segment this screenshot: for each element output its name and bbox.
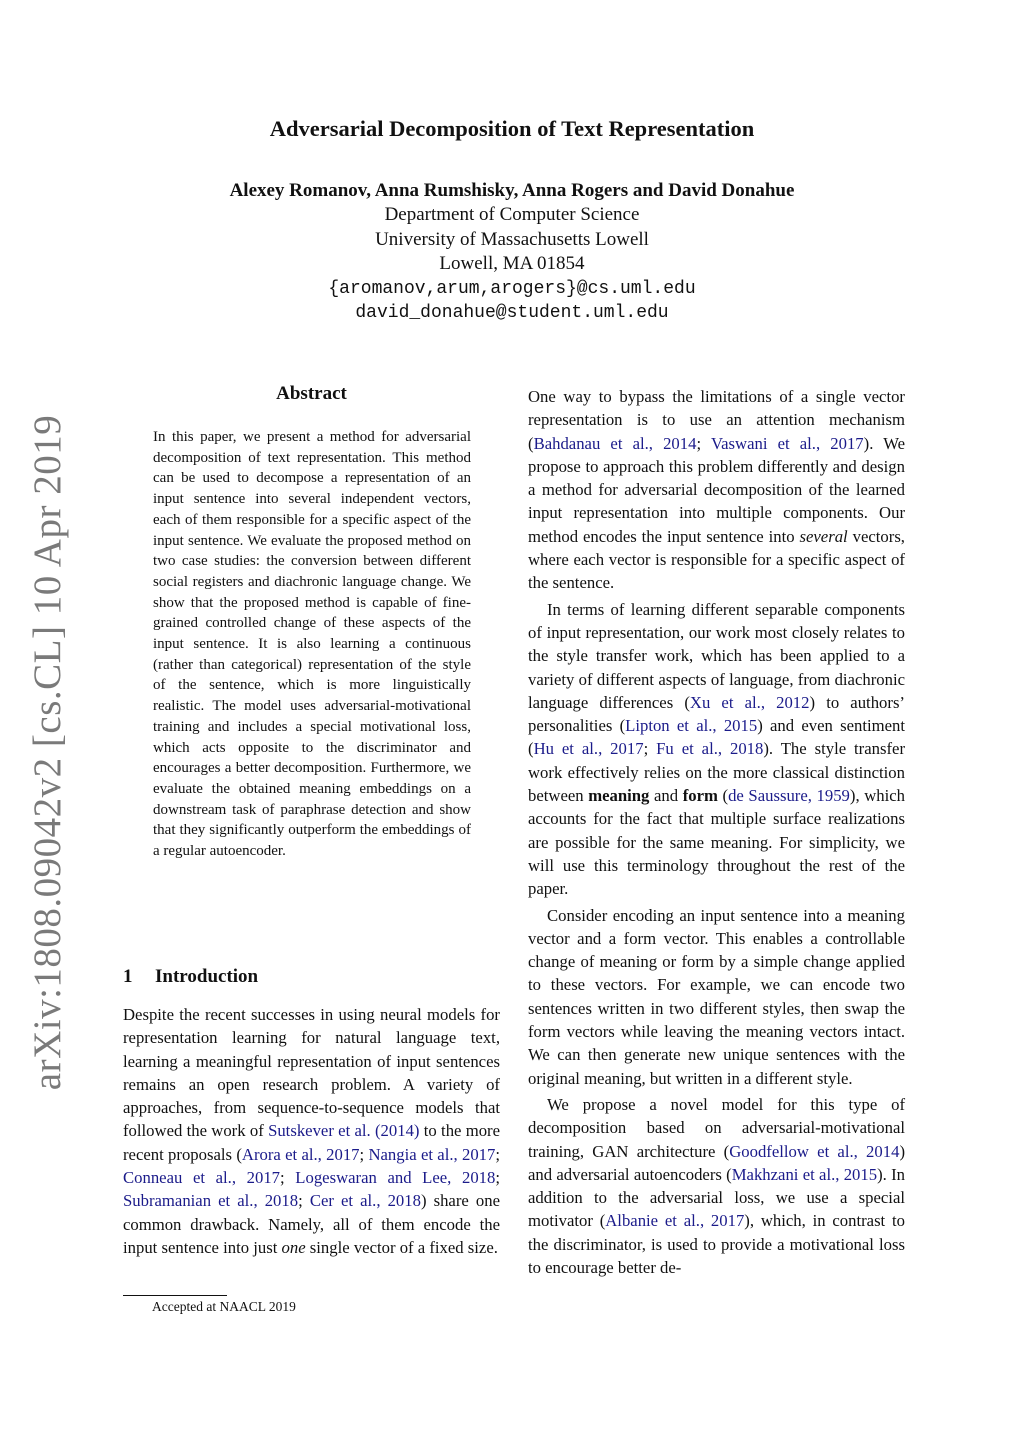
- citation-link[interactable]: Makhzani et al., 2015: [731, 1164, 878, 1184]
- university: University of Massachusetts Lowell: [375, 228, 649, 250]
- text-run: single vector of a fixed size.: [305, 1237, 498, 1257]
- section-number: 1: [123, 966, 133, 987]
- citation-link[interactable]: Fu et al., 2018: [656, 739, 764, 759]
- text-run: ). In addition to the adversarial loss, we use a special motivator (: [528, 1164, 906, 1231]
- email-primary: {aromanov,arum,arogers}@cs.uml.edu: [328, 278, 696, 299]
- text-run: ;: [298, 1191, 310, 1211]
- citation-link[interactable]: Hu et al., 2017: [533, 739, 644, 759]
- text-run: ) share one common drawback. Namely, all of them encode the input sentence into just: [123, 1191, 500, 1257]
- paragraph-attention: [528, 385, 905, 595]
- paragraph-encoding: Consider encoding an input sentence into a meaning vector and a form vector. This enables a controllable change of meaning or form by a simple change applied to these vectors. For example, we can encode two sentences written in two different styles, then swap the form vectors while leaving the meaning vectors intact. We can then generate new unique sentences with the original meaning, but written in a different style.: [528, 905, 905, 1088]
- section-heading-introduction: [123, 966, 500, 988]
- text-run: ). The style transfer work effectively relies on the more classical distinction between: [528, 739, 905, 806]
- citation-link[interactable]: de Saussure, 1959: [728, 786, 850, 806]
- text-run: ;: [696, 433, 711, 453]
- text-run: ;: [643, 739, 657, 759]
- emphasis: one: [281, 1237, 306, 1257]
- text-run: vectors, where each vector is responsible for a specific aspect of the sentence.: [528, 526, 905, 593]
- text-run: In terms of learning different separable components of input representation, our work most closely relates to the style transfer work, which has been applied to a variety of different aspects of language, from diachronic language differences (: [528, 599, 905, 712]
- text-run: ), which accounts for the fact that multiple surface realizations are possible for the same meaning. For simplicity, we will use this terminology throughout the rest of the paper.: [528, 786, 905, 899]
- introduction-paragraph: [123, 1003, 500, 1259]
- text-run: Despite the recent successes in using neural models for representation learning for natural language text, learning a meaningful representation of input sentences remains an open research problem. A variety of approaches, from sequence-to-sequence models that followed the work of: [123, 1005, 500, 1141]
- citation-link[interactable]: Lipton et al., 2015: [625, 716, 758, 736]
- email-secondary: david_donahue@student.uml.edu: [355, 303, 669, 323]
- abstract-heading: Abstract: [276, 383, 347, 404]
- affiliation-block: [0, 203, 1024, 326]
- text-run: ). We propose to approach this problem differently and design a method for adversarial decomposition of the learned input representation into multiple components. Our method encodes the input sentence into: [528, 433, 906, 546]
- text-run: ;: [495, 1144, 500, 1164]
- paragraph-proposal: [528, 1093, 905, 1279]
- citation-link[interactable]: Xu et al., 2012: [689, 692, 810, 712]
- paragraph-style-transfer: [528, 598, 905, 901]
- text-run: We propose a novel model for this type of decomposition based on adversarial-motivational training, GAN architecture (: [528, 1094, 905, 1161]
- citation-link[interactable]: Subramanian et al., 2018: [123, 1191, 299, 1211]
- right-column: [528, 385, 905, 1279]
- citation-link[interactable]: Nangia et al., 2017: [368, 1144, 496, 1164]
- text-run: ) and even sentiment (: [528, 716, 905, 759]
- citation-link[interactable]: Arora et al., 2017: [241, 1144, 360, 1164]
- emphasis: several: [799, 526, 848, 546]
- citation-link[interactable]: Goodfellow et al., 2014: [729, 1141, 900, 1161]
- section-title-text: Introduction: [155, 966, 259, 987]
- bold-term: meaning: [588, 786, 650, 806]
- text-run: to the more recent proposals (: [123, 1121, 501, 1164]
- arxiv-identifier-text: arXiv:1808.09042v2 [cs.CL] 10 Apr 2019: [26, 414, 70, 1090]
- text-run: (: [717, 786, 729, 806]
- citation-link[interactable]: Conneau et al., 2017: [123, 1168, 281, 1188]
- arxiv-identifier: [22, 414, 74, 1090]
- text-run: ) and adversarial autoencoders (: [528, 1141, 905, 1184]
- bold-term: form: [682, 786, 718, 806]
- citation-link[interactable]: Logeswaran and Lee, 2018: [295, 1168, 496, 1188]
- text-run: and: [649, 786, 683, 806]
- abstract-text: In this paper, we present a method for adversarial decomposition of text representation. This method can be used to decompose a representation of an input sentence into several independent vectors, each of them responsible for a specific aspect of the input sentence. We evaluate the proposed method on two case studies: the conversion between different social registers and diachronic language change. We show that the proposed method is capable of fine-grained controlled change of these aspects of the input sentence. It is also learning a continuous (rather than categorical) representation of the style of the sentence, which is more linguistically realistic. The model uses adversarial-motivational training and includes a special motivational loss, which acts opposite to the discriminator and encourages a better decomposition. Furthermore, we evaluate the obtained meaning embeddings on a downstream task of paraphrase detection and show that they significantly outperform the embeddings of a regular autoencoder.: [153, 429, 471, 860]
- author-list: Alexey Romanov, Anna Rumshisky, Anna Rogers and David Donahue: [229, 180, 795, 201]
- footnote-divider: [123, 1295, 227, 1296]
- city: Lowell, MA 01854: [439, 253, 585, 274]
- paper-title: Adversarial Decomposition of Text Representation: [269, 116, 755, 141]
- citation-link[interactable]: Sutskever et al. (2014): [268, 1121, 420, 1141]
- citation-link[interactable]: Cer et al., 2018: [309, 1191, 421, 1211]
- text-run: ), which, in contrast to the discriminator, is used to provide a motivational loss to encourage better de-: [528, 1211, 905, 1277]
- department: Department of Computer Science: [384, 204, 640, 225]
- text-run: ;: [280, 1168, 296, 1188]
- text-run: ;: [495, 1168, 500, 1188]
- citation-link[interactable]: Albanie et al., 2017: [605, 1211, 745, 1231]
- text-run: ) to authors’ personalities (: [528, 692, 905, 736]
- text-run: ;: [359, 1144, 369, 1164]
- citation-link[interactable]: Bahdanau et al., 2014: [533, 433, 697, 453]
- text-run: One way to bypass the limitations of a single vector representation is to use an attention mechanism (: [528, 387, 905, 453]
- citation-link[interactable]: Vaswani et al., 2017: [710, 433, 864, 453]
- footnote: Accepted at NAACL 2019: [152, 1299, 296, 1314]
